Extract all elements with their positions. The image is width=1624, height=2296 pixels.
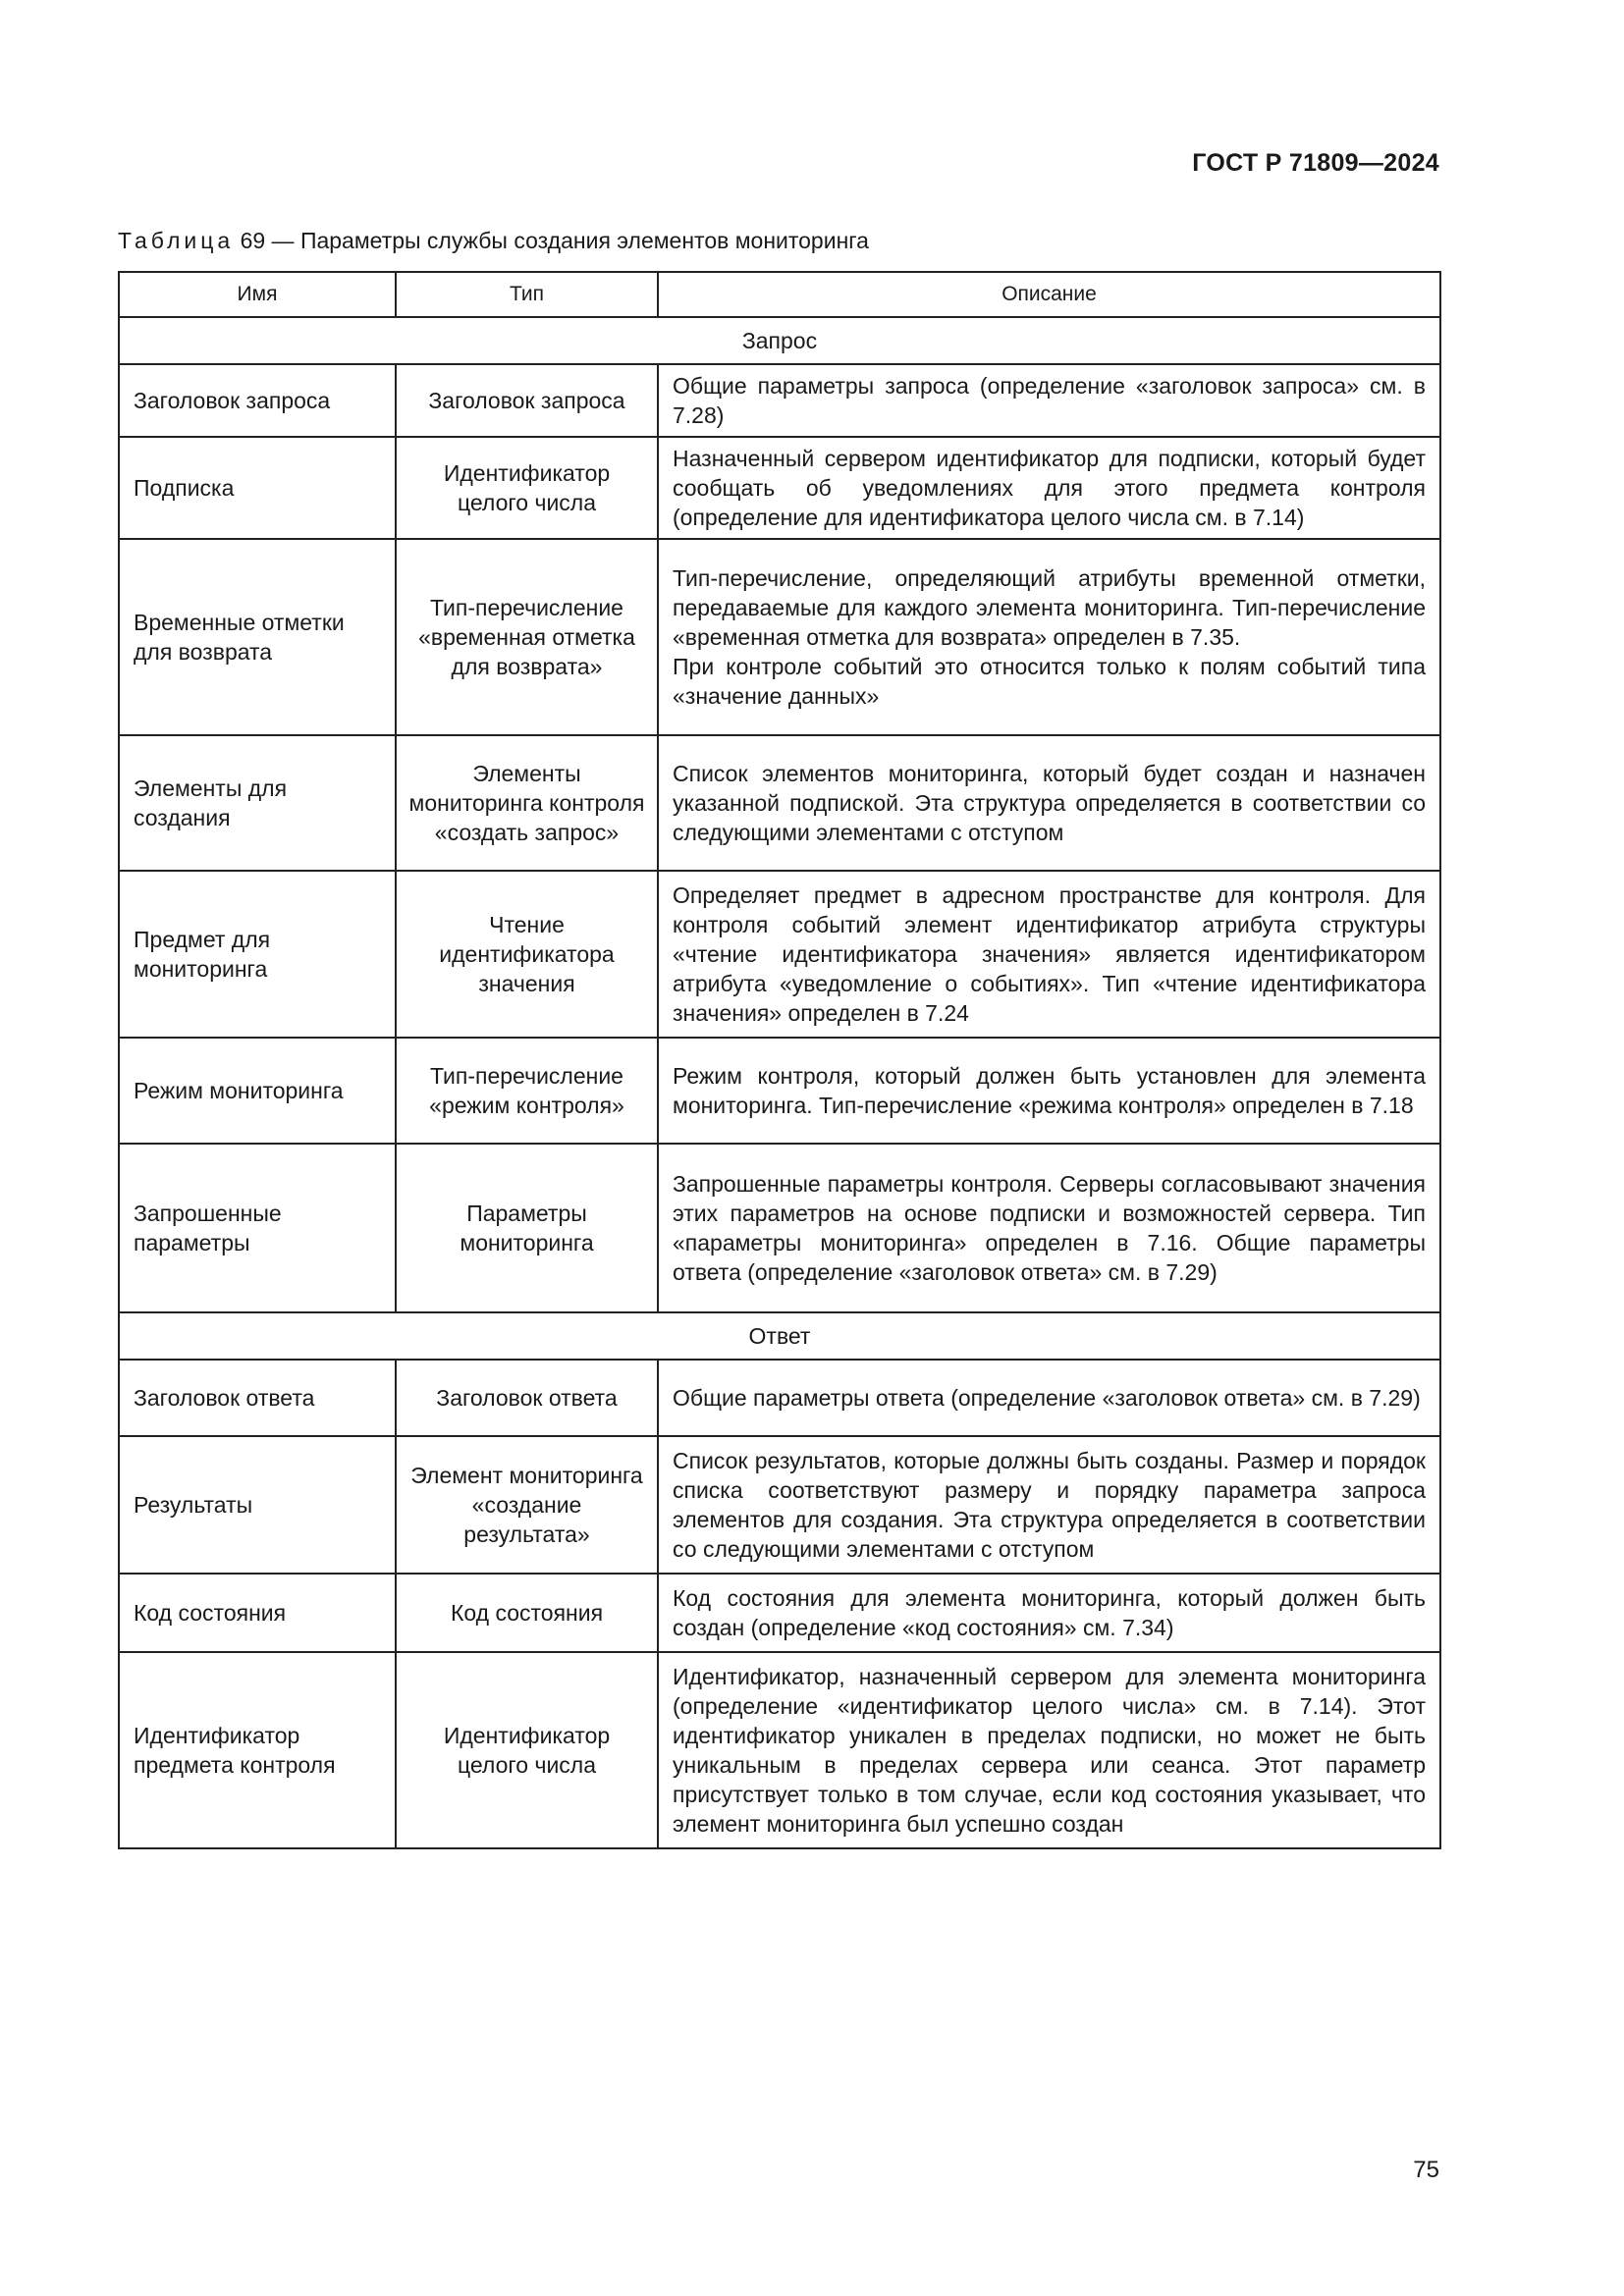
page-number: 75 — [1413, 2157, 1439, 2183]
param-name: Режим мониторинга — [119, 1038, 396, 1144]
section-title-response: Ответ — [119, 1312, 1440, 1360]
param-description: Режим контроля, который должен быть установлен для элемента мониторинга. Тип-перечисление «режима контроля» определен в 7.18 — [658, 1038, 1440, 1144]
param-description: Назначенный сервером идентификатор для подписки, который будет сообщать об уведомлениях для этого предмета контроля (определение для идентификатора целого числа см. в 7.14) — [658, 437, 1440, 539]
param-name: Запрошенные параметры — [119, 1144, 396, 1312]
param-type: Элементы мониторинга контроля «создать запрос» — [396, 735, 658, 871]
param-description: Общие параметры запроса (определение «заголовок запроса» см. в 7.28) — [658, 364, 1440, 437]
param-name: Элементы для создания — [119, 735, 396, 871]
param-name: Заголовок запроса — [119, 364, 396, 437]
table-row — [119, 364, 1440, 437]
param-type: Идентификатор целого числа — [396, 1652, 658, 1848]
param-name: Временные отметки для возврата — [119, 539, 396, 735]
table-row — [119, 1360, 1440, 1436]
param-description: Код состояния для элемента мониторинга, который должен быть создан (определение «код состояния» см. 7.34) — [658, 1574, 1440, 1652]
table-row — [119, 1574, 1440, 1652]
param-type: Заголовок ответа — [396, 1360, 658, 1436]
section-title-request: Запрос — [119, 317, 1440, 364]
column-header-description: Описание — [658, 272, 1440, 317]
parameters-table — [118, 271, 1441, 1849]
param-type: Тип-перечисление «режим контроля» — [396, 1038, 658, 1144]
table-row — [119, 539, 1440, 735]
param-name: Подписка — [119, 437, 396, 539]
param-description-note: При контроле событий это относится только к полям событий типа «значение данных» — [673, 654, 1426, 709]
table-row — [119, 1652, 1440, 1848]
table-row — [119, 1038, 1440, 1144]
table-row — [119, 1144, 1440, 1312]
param-type: Код состояния — [396, 1574, 658, 1652]
param-name: Предмет для мониторинга — [119, 871, 396, 1038]
table-row — [119, 1436, 1440, 1574]
param-description: Запрошенные параметры контроля. Серверы согласовывают значения этих параметров на основе подписки и возможностей сервера. Тип «параметры мониторинга» определен в 7.16. Общие параметры ответа (определение «заголовок ответа» см. в 7.29) — [658, 1144, 1440, 1312]
param-description: Список элементов мониторинга, который будет создан и назначен указанной подпиской. Эта структура определяется в соответствии со следующими элементами с отступом — [658, 735, 1440, 871]
document-standard-header: ГОСТ Р 71809—2024 — [1192, 149, 1439, 177]
param-description: Определяет предмет в адресном пространстве для контроля. Для контроля событий элемент идентификатор атрибута структуры «чтение идентификатора значения» является идентификатором атрибута «уведомление о событиях». Тип «чтение идентификатора значения» определен в 7.24 — [658, 871, 1440, 1038]
table-caption — [118, 228, 869, 254]
param-description: Общие параметры ответа (определение «заголовок ответа» см. в 7.29) — [658, 1360, 1440, 1436]
param-type: Параметры мониторинга — [396, 1144, 658, 1312]
column-header-name: Имя — [119, 272, 396, 317]
param-name: Результаты — [119, 1436, 396, 1574]
param-description: Идентификатор, назначенный сервером для элемента мониторинга (определение «идентификатор целого числа» см. в 7.14). Этот идентификатор уникален в пределах подписки, но может не быть уникальным в пределах сервера или сеанса. Этот параметр присутствует только в том случае, если код состояния указывает, что элемент мониторинга был успешно создан — [658, 1652, 1440, 1848]
param-type: Тип-перечисление «временная отметка для возврата» — [396, 539, 658, 735]
table-caption-title: 69 — Параметры службы создания элементов мониторинга — [234, 228, 869, 253]
column-header-type: Тип — [396, 272, 658, 317]
param-name: Идентификатор предмета контроля — [119, 1652, 396, 1848]
table-row — [119, 437, 1440, 539]
param-description-part: Тип-перечисление, определяющий атрибуты временной отметки, передаваемые для каждого элемента мониторинга. Тип-перечисление «временная отметка для возврата» определен в 7.35. — [673, 565, 1426, 650]
param-type: Чтение идентификатора значения — [396, 871, 658, 1038]
param-type: Идентификатор целого числа — [396, 437, 658, 539]
param-type: Заголовок запроса — [396, 364, 658, 437]
table-header-row — [119, 272, 1440, 317]
param-description — [658, 539, 1440, 735]
param-description: Список результатов, которые должны быть созданы. Размер и порядок списка соответствуют размеру и порядку параметра запроса элементов для создания. Эта структура определяется в соответствии со следующими элементами с отступом — [658, 1436, 1440, 1574]
section-row-response — [119, 1312, 1440, 1360]
table-row — [119, 735, 1440, 871]
param-name: Код состояния — [119, 1574, 396, 1652]
section-row-request — [119, 317, 1440, 364]
param-type: Элемент мониторинга «создание результата» — [396, 1436, 658, 1574]
table-row — [119, 871, 1440, 1038]
param-name: Заголовок ответа — [119, 1360, 396, 1436]
table-caption-prefix: Таблица — [118, 228, 235, 253]
